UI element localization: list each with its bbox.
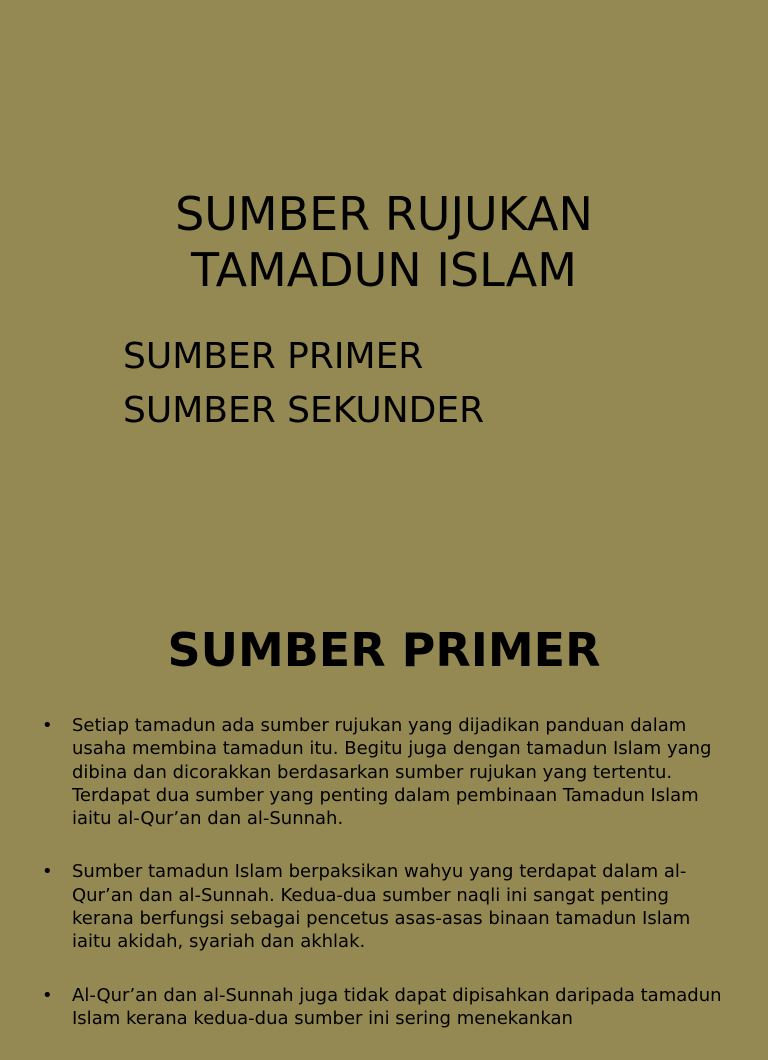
bullet-dot: • [42,984,53,1006]
bullet-item [38,984,728,1031]
topic-list [123,330,484,438]
topic-item-primer: SUMBER PRIMER [123,336,424,377]
title-line-1: SUMBER RUJUKAN [175,187,593,241]
bullet-item [38,714,728,830]
bullet-text: Al-Qur’an dan al-Sunnah juga tidak dapat dipisahkan daripada tamadun Islam kerana kedua-dua sumber ini sering menekankan [72,984,722,1029]
bullet-text: Sumber tamadun Islam berpaksikan wahyu yang terdapat dalam al-Qur’an dan al-Sunnah. Kedua-dua sumber naqli ini sangat penting kerana berfungsi sebagai pencetus asas-asas binaan tamadun Islam iaitu akidah, syariah dan akhlak. [72,861,691,953]
bullet-dot: • [42,715,53,736]
bullet-item [38,860,728,953]
title-line-2: TAMADUN ISLAM [191,243,577,297]
slide-title-heading [0,186,768,298]
topic-item-sekunder: SUMBER SEKUNDER [123,390,485,431]
bullet-text: Setiap tamadun ada sumber rujukan yang dijadikan panduan dalam usaha membina tamadun itu. Begitu juga dengan tamadun Islam yang dibina dan dicorakkan berdasarkan sumber rujukan yang tertentu. Terdapat dua sumber yang penting dalam pembinaan Tamadun Islam iaitu al-Qur’an dan al-Sunnah. [72,715,712,830]
slide-heading: SUMBER PRIMER [167,623,601,677]
bullet-list [38,714,728,1060]
bullet-dot: • [42,861,53,883]
